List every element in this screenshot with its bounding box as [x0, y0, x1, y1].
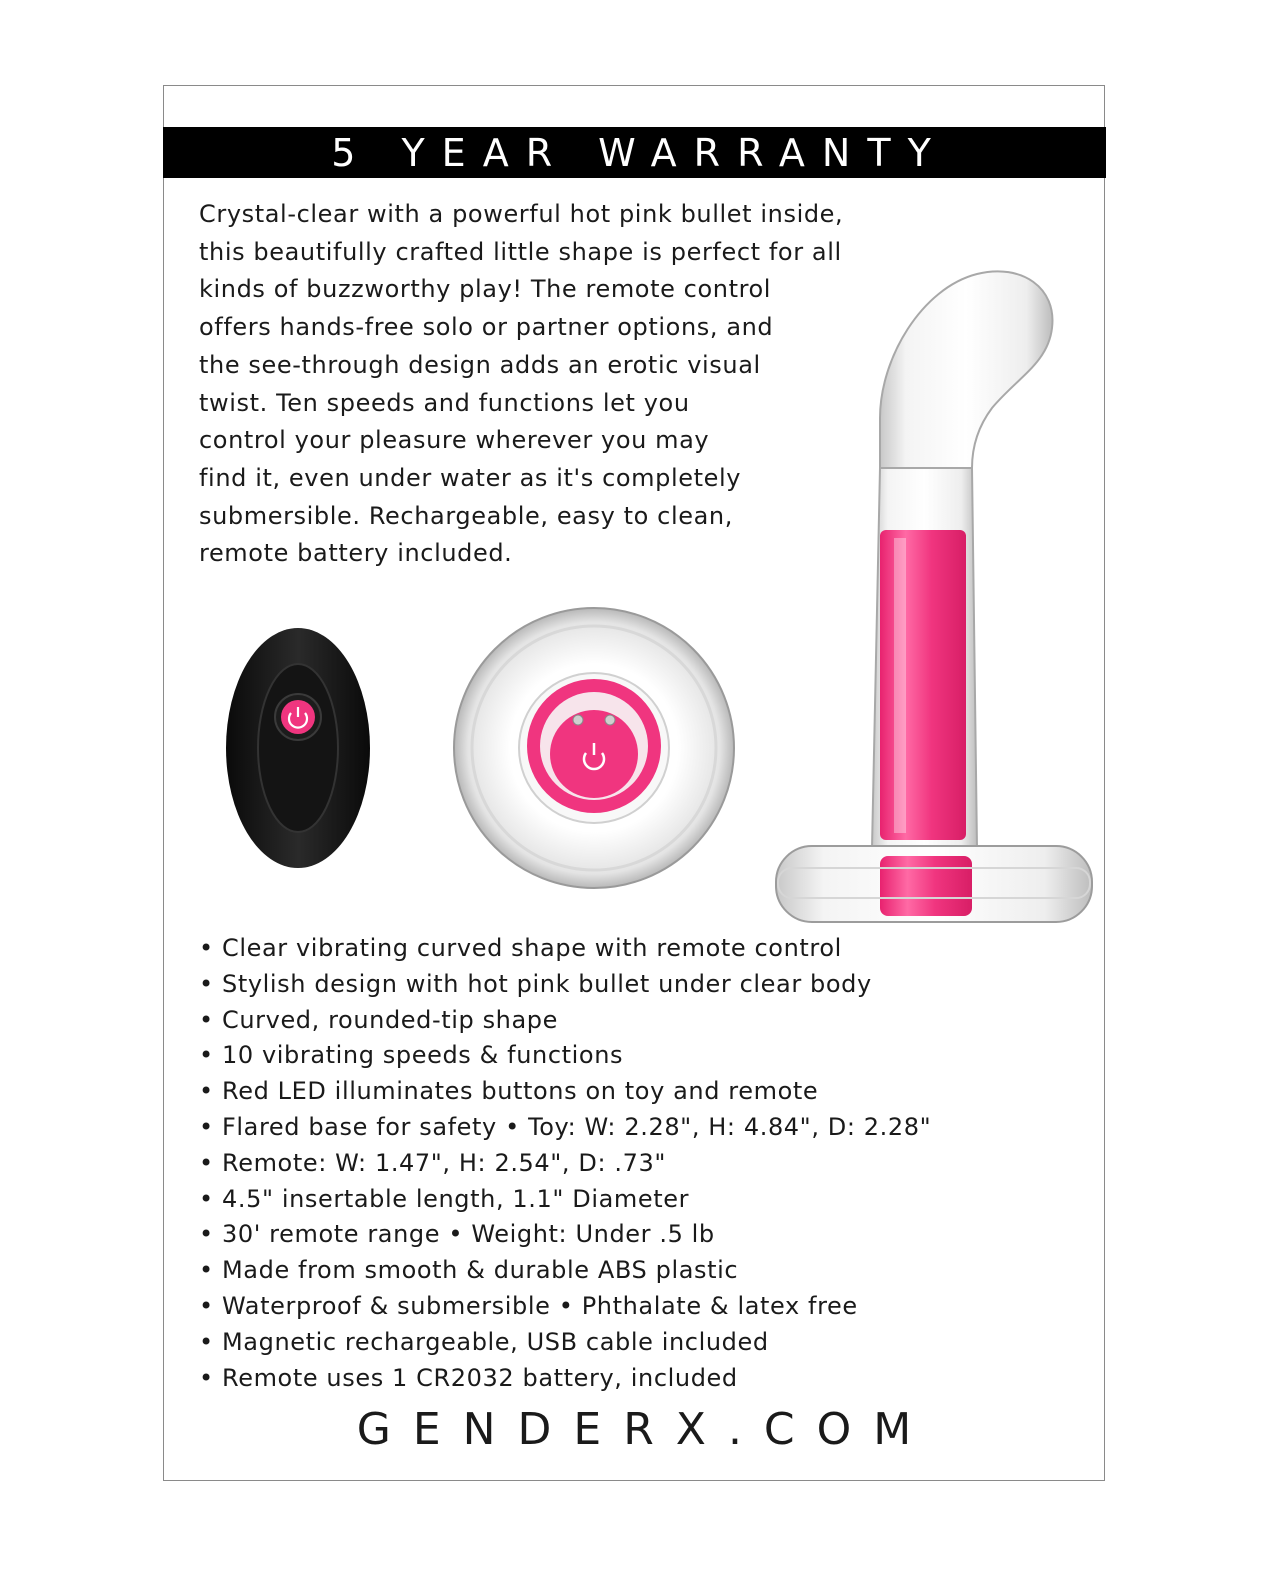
feature-item: • Magnetic rechargeable, USB cable included — [199, 1325, 931, 1361]
feature-list — [199, 931, 931, 1396]
description-line: control your pleasure wherever you may — [199, 426, 710, 455]
warranty-title: 5 YEAR WARRANTY — [331, 130, 948, 175]
description-line: twist. Ten speeds and functions let you — [199, 388, 690, 417]
feature-item: • Made from smooth & durable ABS plastic — [199, 1253, 931, 1289]
warranty-banner — [163, 127, 1106, 178]
toy-base-bottom-view-image — [452, 606, 736, 890]
feature-item: • Flared base for safety • Toy: W: 2.28", H: 4.84", D: 2.28" — [199, 1110, 931, 1146]
feature-item: • Waterproof & submersible • Phthalate & latex free — [199, 1289, 931, 1325]
description-line: find it, even under water as it's completely — [199, 463, 742, 492]
description-line: kinds of buzzworthy play! The remote control — [199, 275, 772, 304]
feature-item: • Stylish design with hot pink bullet under clear body — [199, 967, 931, 1003]
clear-curved-toy-image — [772, 268, 1097, 928]
feature-item: • Curved, rounded-tip shape — [199, 1003, 931, 1039]
description-line: submersible. Rechargeable, easy to clean, — [199, 501, 733, 530]
website-url: GENDERX.COM — [356, 1404, 934, 1455]
description-line: Crystal-clear with a powerful hot pink bullet inside, — [199, 200, 844, 228]
feature-item: • Remote: W: 1.47", H: 2.54", D: .73" — [199, 1146, 931, 1182]
description-line: remote battery included. — [199, 539, 513, 568]
description-line: the see-through design adds an erotic visual — [199, 350, 761, 379]
remote-control-image — [225, 627, 371, 870]
feature-item: • Red LED illuminates buttons on toy and remote — [199, 1074, 931, 1110]
feature-item: • 4.5" insertable length, 1.1" Diameter — [199, 1182, 931, 1218]
feature-item: • 30' remote range • Weight: Under .5 lb — [199, 1217, 931, 1253]
description-line: offers hands-free solo or partner options, and — [199, 313, 774, 342]
description-line: this beautifully crafted little shape is perfect for all — [199, 237, 842, 266]
feature-item: • 10 vibrating speeds & functions — [199, 1038, 931, 1074]
feature-item: • Clear vibrating curved shape with remote control — [199, 931, 931, 967]
feature-item: • Remote uses 1 CR2032 battery, included — [199, 1361, 931, 1397]
